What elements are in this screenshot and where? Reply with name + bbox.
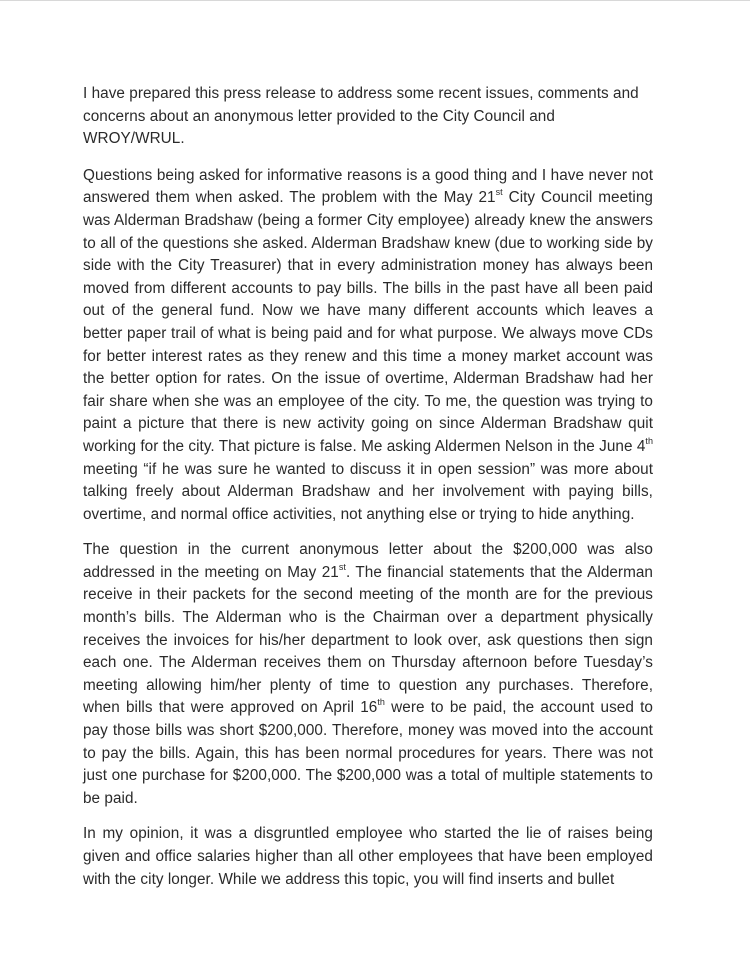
- paragraph-intro: [83, 83, 653, 151]
- paragraph-financials: [83, 539, 653, 810]
- paragraph-text: Questions being asked for informative reasons is a good thing and I have never not answered them when asked. The problem with the May 21: [83, 166, 653, 207]
- paragraph-questions: [83, 165, 653, 527]
- ordinal-suffix: th: [645, 435, 653, 446]
- ordinal-suffix: st: [338, 561, 346, 572]
- paragraph-text: In my opinion, it was a disgruntled employee who started the lie of raises being given and office salaries higher than all other employees that have been employed with the city longer. While we address this topic, you will find inserts and bullet: [83, 825, 653, 888]
- paragraph-opinion: [83, 823, 653, 891]
- paragraph-text: were to be paid, the account used to pay those bills was short $200,000. Therefore, money was moved into the account to pay the bills. Again, this has been normal procedures for years. There was not just one purchase for $200,000. The $200,000 was a total of multiple statements to be paid.: [83, 699, 653, 807]
- paragraph-text: . The financial statements that the Alderman receive in their packets for the second meeting of the month are for the previous month’s bills. The Alderman who is the Chairman over a department physically receives the invoices for his/her department to look over, ask questions then sign each one. The Alderman receives them on Thursday afternoon before Tuesday’s meeting allowing him/her plenty of time to question any purchases. Therefore, when bills that were approved on April 16: [83, 563, 653, 717]
- ordinal-suffix: st: [495, 187, 503, 198]
- paragraph-text: meeting “if he was sure he wanted to discuss it in open session” was more about talking freely about Alderman Bradshaw and her involvement with paying bills, overtime, and normal office activities, not anything else or trying to hide anything.: [83, 460, 653, 523]
- ordinal-suffix: th: [377, 697, 385, 708]
- document-page: [83, 83, 653, 904]
- paragraph-text: I have prepared this press release to address some recent issues, comments and concerns about an anonymous letter provided to the City Council and WROY/WRUL.: [83, 85, 639, 148]
- page-top-edge: [0, 0, 750, 1]
- paragraph-text: City Council meeting was Alderman Bradshaw (being a former City employee) already knew the answers to all of the questions she asked. Alderman Bradshaw knew (due to working side by side with the City Treasurer) that in every administration money has always been moved from different accounts to pay bills. The bills in the past have all been paid out of the general fund. Now we have many different accounts which leaves a better paper trail of what is being paid and for what purpose. We always move CDs for better interest rates as they renew and this time a money market account was the better option for rates. On the issue of overtime, Alderman Bradshaw had her fair share when she was an employee of the city. To me, the question was trying to paint a picture that there is new activity going on since Alderman Bradshaw quit working for the city. That picture is false. Me asking Aldermen Nelson in the June 4: [83, 189, 653, 455]
- paragraph-text: The question in the current anonymous letter about the $200,000 was also addressed in the meeting on May 21: [83, 541, 653, 581]
